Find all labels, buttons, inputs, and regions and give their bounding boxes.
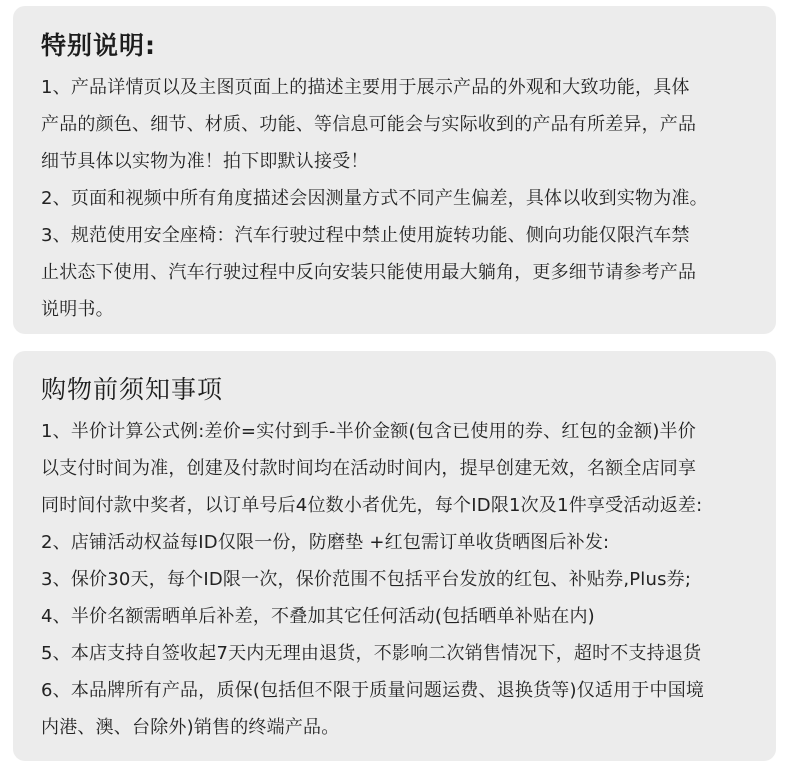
shopping-line: 6、本品牌所有产品，质保(包括但不限于质量问题运费、退换货等)仅适用于中国境 <box>41 680 705 701</box>
special-notice-body <box>41 69 762 328</box>
shopping-notice-card <box>13 351 776 761</box>
shopping-notice-title: 购物前须知事项 <box>41 375 224 404</box>
notice-line: 产品的颜色、细节、材质、功能、等信息可能会与实际收到的产品有所差异，产品 <box>41 114 697 135</box>
notice-line: 说明书。 <box>41 299 114 320</box>
notice-line: 止状态下使用、汽车行驶过程中反向安装只能使用最大躺角，更多细节请参考产品 <box>41 262 697 283</box>
shopping-line: 内港、澳、台除外)销售的终端产品。 <box>41 717 340 738</box>
notice-line: 2、页面和视频中所有角度描述会因测量方式不同产生偏差，具体以收到实物为准。 <box>41 188 708 209</box>
shopping-line: 3、保价30天，每个ID限一次，保价范围不包括平台发放的红包、补贴券,Plus券; <box>41 569 692 590</box>
shopping-notice-body <box>41 413 762 746</box>
shopping-line: 同时间付款中奖者，以订单号后4位数小者优先，每个ID限1次及1件享受活动返差: <box>41 495 703 516</box>
shopping-line: 1、半价计算公式例:差价=实付到手-半价金额(包含已使用的券、红包的金额)半价 <box>41 421 696 442</box>
notice-line: 1、产品详情页以及主图页面上的描述主要用于展示产品的外观和大致功能，具体 <box>41 77 690 98</box>
shopping-line: 以支付时间为准，创建及付款时间均在活动时间内，提早创建无效，名额全店同享 <box>41 458 697 479</box>
shopping-line: 5、本店支持自签收起7天内无理由退货，不影响二次销售情况下，超时不支持退货 <box>41 643 702 664</box>
notice-line: 细节具体以实物为准！拍下即默认接受！ <box>41 151 369 172</box>
shopping-line: 2、店铺活动权益每ID仅限一份，防磨垫 +红包需订单收货晒图后补发: <box>41 532 610 553</box>
special-notice-title: 特别说明: <box>41 31 156 60</box>
special-notice-card <box>13 6 776 334</box>
notice-line: 3、规范使用安全座椅：汽车行驶过程中禁止使用旋转功能、侧向功能仅限汽车禁 <box>41 225 690 246</box>
shopping-line: 4、半价名额需晒单后补差，不叠加其它任何活动(包括晒单补贴在内) <box>41 606 595 627</box>
